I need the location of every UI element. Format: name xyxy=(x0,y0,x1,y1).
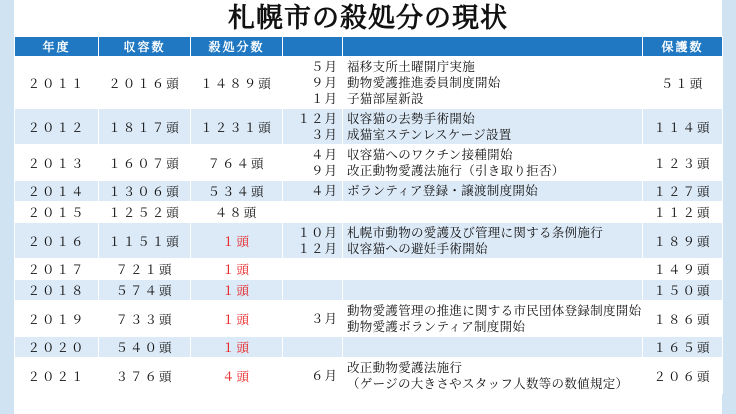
cell-year: ２０１７ xyxy=(15,259,99,280)
cell-event: 収容猫へのワクチン接種開始 改正動物愛護法施行（引き取り拒否） xyxy=(343,145,643,181)
cell-kill: １２３１頭 xyxy=(191,109,283,145)
cell-year: ２０１５ xyxy=(15,202,99,223)
table-container xyxy=(14,36,722,394)
cell-year: ２０２０ xyxy=(15,337,99,358)
cell-intake: １３０６頭 xyxy=(99,181,191,202)
cell-kill: １頭 xyxy=(191,259,283,280)
cell-month xyxy=(283,259,343,280)
cell-event: 福移支所土曜開庁実施 動物愛護推進委員制度開始 子猫部屋新設 xyxy=(343,57,643,109)
cell-month: ４月 ９月 xyxy=(283,145,343,181)
cell-year: ２０１９ xyxy=(15,301,99,337)
cell-protect: １１４頭 xyxy=(643,109,723,145)
cell-protect: １５０頭 xyxy=(643,280,723,301)
table-row xyxy=(15,337,723,358)
cell-year: ２０１６ xyxy=(15,223,99,259)
table-row xyxy=(15,202,723,223)
cell-event: 動物愛護管理の推進に関する市民団体登録制度開始 動物愛護ボランティア制度開始 xyxy=(343,301,643,337)
cell-kill: ４頭 xyxy=(191,358,283,394)
cell-protect: １２７頭 xyxy=(643,181,723,202)
cell-intake: １２５２頭 xyxy=(99,202,191,223)
cell-protect: １６５頭 xyxy=(643,337,723,358)
cell-event xyxy=(343,337,643,358)
cell-kill: １頭 xyxy=(191,280,283,301)
cell-year: ２０２１ xyxy=(15,358,99,394)
cell-protect: １８６頭 xyxy=(643,301,723,337)
cell-month xyxy=(283,202,343,223)
table-row xyxy=(15,358,723,394)
cell-year: ２０１４ xyxy=(15,181,99,202)
cell-month: ６月 xyxy=(283,358,343,394)
kill-statistics-table xyxy=(14,36,723,394)
table-row xyxy=(15,280,723,301)
cell-year: ２０１２ xyxy=(15,109,99,145)
right-band xyxy=(722,0,736,414)
cell-event xyxy=(343,202,643,223)
cell-event: 改正動物愛護法施行 （ゲージの大きさやスタッフ人数等の数値規定） xyxy=(343,358,643,394)
cell-month xyxy=(283,337,343,358)
table-row xyxy=(15,57,723,109)
cell-protect: １８９頭 xyxy=(643,223,723,259)
header-month xyxy=(283,37,343,57)
cell-intake: １８１７頭 xyxy=(99,109,191,145)
cell-month: ５月 ９月 １月 xyxy=(283,57,343,109)
header-event xyxy=(343,37,643,57)
cell-intake: ２０１６頭 xyxy=(99,57,191,109)
cell-month: １０月 １２月 xyxy=(283,223,343,259)
cell-event: ボランティア登録・譲渡制度開始 xyxy=(343,181,643,202)
cell-intake: ３７６頭 xyxy=(99,358,191,394)
cell-event: 札幌市動物の愛護及び管理に関する条例施行 収容猫への避妊手術開始 xyxy=(343,223,643,259)
cell-kill: ５３４頭 xyxy=(191,181,283,202)
cell-protect: ５１頭 xyxy=(643,57,723,109)
header-protect: 保護数 xyxy=(643,37,723,57)
cell-kill: ４８頭 xyxy=(191,202,283,223)
header-kill: 殺処分数 xyxy=(191,37,283,57)
page-title: 札幌市の殺処分の現状 xyxy=(228,3,508,33)
table-row xyxy=(15,109,723,145)
cell-event xyxy=(343,280,643,301)
cell-intake: １１５１頭 xyxy=(99,223,191,259)
header-year: 年度 xyxy=(15,37,99,57)
cell-event: 収容猫の去勢手術開始 成猫室ステンレスケージ設置 xyxy=(343,109,643,145)
left-band xyxy=(0,0,14,414)
table-body xyxy=(15,57,723,394)
header-intake: 収容数 xyxy=(99,37,191,57)
cell-year: ２０１１ xyxy=(15,57,99,109)
cell-intake: １６０７頭 xyxy=(99,145,191,181)
cell-kill: １頭 xyxy=(191,223,283,259)
table-row xyxy=(15,145,723,181)
cell-month: ３月 xyxy=(283,301,343,337)
cell-month: １２月 ３月 xyxy=(283,109,343,145)
cell-intake: ５４０頭 xyxy=(99,337,191,358)
cell-kill: １４８９頭 xyxy=(191,57,283,109)
cell-kill: １頭 xyxy=(191,337,283,358)
table-row xyxy=(15,181,723,202)
cell-intake: ７３３頭 xyxy=(99,301,191,337)
cell-event xyxy=(343,259,643,280)
cell-intake: ５７４頭 xyxy=(99,280,191,301)
cell-intake: ７２１頭 xyxy=(99,259,191,280)
cell-kill: ７６４頭 xyxy=(191,145,283,181)
cell-year: ２０１８ xyxy=(15,280,99,301)
cell-year: ２０１３ xyxy=(15,145,99,181)
cell-protect: １１２頭 xyxy=(643,202,723,223)
cell-month: ４月 xyxy=(283,181,343,202)
cell-protect: ２０６頭 xyxy=(643,358,723,394)
cell-kill: １頭 xyxy=(191,301,283,337)
table-row xyxy=(15,223,723,259)
table-row xyxy=(15,301,723,337)
cell-month xyxy=(283,280,343,301)
cell-protect: １４９頭 xyxy=(643,259,723,280)
cell-protect: １２３頭 xyxy=(643,145,723,181)
table-header-row xyxy=(15,37,723,57)
table-row xyxy=(15,259,723,280)
